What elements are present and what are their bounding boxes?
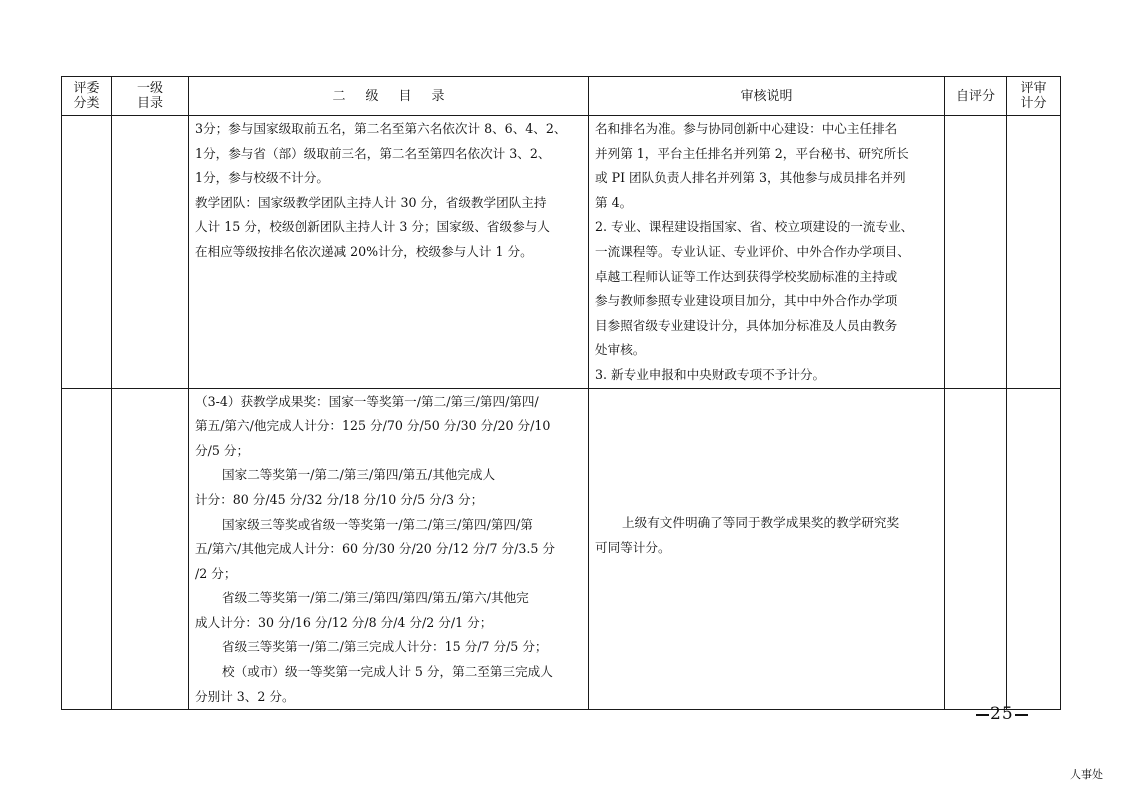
evaluation-table: [61, 76, 1061, 710]
table-row: [62, 116, 1061, 389]
self-score-cell: [945, 388, 1007, 710]
level1-cell: [112, 116, 189, 389]
text-line: 名和排名为准。参与协同创新中心建设：中心主任排名: [595, 121, 898, 136]
text-line: 分别计 3、2 分。: [195, 688, 295, 704]
text-line: 参与教师参照专业建设项目加分，其中中外合作办学项: [595, 293, 898, 309]
header-level2: 二级目录: [189, 77, 589, 116]
text-line: 一流课程等。专业认证、专业评价、中外合作办学项目、: [595, 243, 910, 259]
text-line: 在相应等级按排名依次递减 20%计分，校级参与人计 1 分。: [195, 243, 533, 259]
text-line: 第 4。: [595, 194, 633, 210]
text-line: 校（或市）级一等奖第一完成人计 5 分，第二至第三完成人: [222, 664, 553, 680]
text-line: 目参照省级专业建设计分，具体加分标准及人员由教务: [595, 317, 898, 333]
department-stamp: 人事处: [1070, 768, 1103, 781]
text-line: 国家二等奖第一/第二/第三/第四/第五/其他完成人: [222, 467, 496, 483]
header-self-score: 自评分: [945, 77, 1007, 116]
text-line: 成人计分：30 分/16 分/12 分/8 分/4 分/2 分/1 分；: [195, 614, 493, 630]
category-cell: [62, 116, 112, 389]
text-line: 2. 专业、课程建设指国家、省、校立项建设的一流专业、: [595, 219, 914, 235]
text-line: 国家级三等奖或省级一等奖第一/第二/第三/第四/第四/第: [222, 516, 533, 532]
text-line: 省级三等奖第一/第二/第三完成人计分：15 分/7 分/5 分；: [222, 639, 548, 655]
self-score-cell: [945, 116, 1007, 389]
review-score-cell: [1007, 116, 1061, 389]
text-line: 五/第六/其他完成人计分：60 分/30 分/20 分/12 分/7 分/3.5 分: [195, 541, 555, 557]
text-line: 1分，参与校级不计分。: [195, 170, 329, 186]
level2-cell: [189, 116, 589, 389]
text-line: 3分；参与国家级取前五名，第二名至第六名依次计 8、6、4、2、: [195, 121, 567, 136]
text-line: 计分：80 分/45 分/32 分/18 分/10 分/5 分/3 分；: [195, 491, 484, 507]
level2-cell: [189, 388, 589, 710]
page-number: 25: [975, 704, 1029, 724]
level1-cell: [112, 388, 189, 710]
text-line: 3. 新专业申报和中央财政专项不予计分。: [595, 366, 826, 382]
text-line: 第五/第六/他完成人计分：125 分/70 分/50 分/30 分/20 分/10: [195, 418, 551, 434]
header-row: [62, 77, 1061, 116]
text-line: 1分，参与省（部）级取前三名，第二名至第四名依次计 3、2、: [195, 145, 551, 161]
header-review-score: 评审 计分: [1007, 77, 1061, 116]
text-line: 教学团队：国家级教学团队主持人计 30 分，省级教学团队主持: [195, 194, 547, 210]
category-cell: [62, 388, 112, 710]
text-line: 省级二等奖第一/第二/第三/第四/第四/第五/第六/其他完: [222, 590, 529, 606]
table-row: [62, 388, 1061, 710]
text-line: （3-4）获教学成果奖：国家一等奖第一/第二/第三/第四/第四/: [195, 393, 539, 409]
text-line: 分/5 分；: [195, 442, 250, 458]
header-review: 审核说明: [589, 77, 945, 116]
text-line: /2 分；: [195, 565, 237, 581]
text-line: 处审核。: [595, 342, 646, 358]
text-line: 上级有文件明确了等同于教学成果奖的教学研究奖: [622, 515, 900, 531]
dash-mark: [976, 714, 989, 716]
header-level1: 一级 目录: [112, 77, 189, 116]
text-line: 卓越工程师认证等工作达到获得学校奖励标准的主持或: [595, 268, 898, 284]
text-line: 并列第 1，平台主任排名并列第 2，平台秘书、研究所长: [595, 145, 909, 161]
review-cell: [589, 388, 945, 710]
header-category: 评委 分类: [62, 77, 112, 116]
dash-mark: [1015, 714, 1028, 716]
text-line: 可同等计分。: [595, 539, 671, 555]
text-line: 人计 15 分，校级创新团队主持人计 3 分；国家级、省级参与人: [195, 219, 550, 235]
text-line: 或 PI 团队负责人排名并列第 3，其他参与成员排名并列: [595, 170, 906, 186]
review-score-cell: [1007, 388, 1061, 710]
review-cell: [589, 116, 945, 389]
